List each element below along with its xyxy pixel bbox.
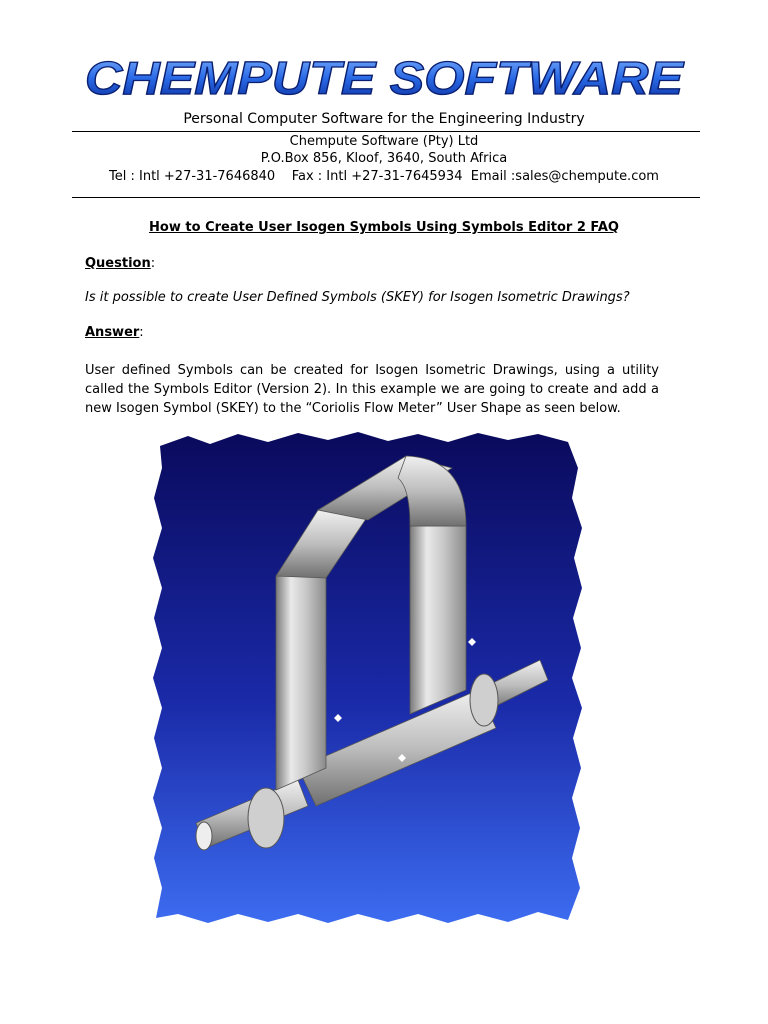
answer-label: Answer (85, 325, 140, 340)
left-vertical-tube (276, 576, 326, 790)
outlet-flange (470, 674, 498, 726)
tagline: Personal Computer Software for the Engineering Industry (183, 111, 585, 127)
postal-address: P.O.Box 856, Kloof, 3640, South Africa (260, 151, 508, 166)
header-rule-top (72, 131, 700, 132)
coriolis-flow-meter-illustration (148, 428, 586, 928)
chempute-logo (0, 46, 768, 112)
question-label: Question (85, 256, 151, 271)
contact-line: Tel : Intl +27-31-7646840 Fax : Intl +27-31-7645934 Email :sales@chempute.com (109, 169, 659, 184)
answer-text: User defined Symbols can be created for Isogen Isometric Drawings, using a utility called the Symbols Editor (Version 2). In this example we are going to create and add a new Isogen Symbol (SKEY) to the “Coriolis Flow Meter” User Shape as seen below. (85, 363, 659, 416)
inlet-opening (196, 822, 212, 850)
question-heading: Question: (85, 256, 156, 271)
company-name: Chempute Software (Pty) Ltd (289, 134, 479, 149)
question-text: Is it possible to create User Defined Symbols (SKEY) for Isogen Isometric Drawings? (85, 290, 630, 305)
faq-title: How to Create User Isogen Symbols Using Symbols Editor 2 FAQ (149, 220, 619, 235)
right-vertical-tube (410, 526, 466, 714)
answer-heading: Answer: (85, 325, 144, 340)
header-rule-bottom (72, 197, 700, 198)
logo-text: CHEMPUTE SOFTWARE (85, 52, 685, 104)
inlet-flange (248, 788, 284, 848)
